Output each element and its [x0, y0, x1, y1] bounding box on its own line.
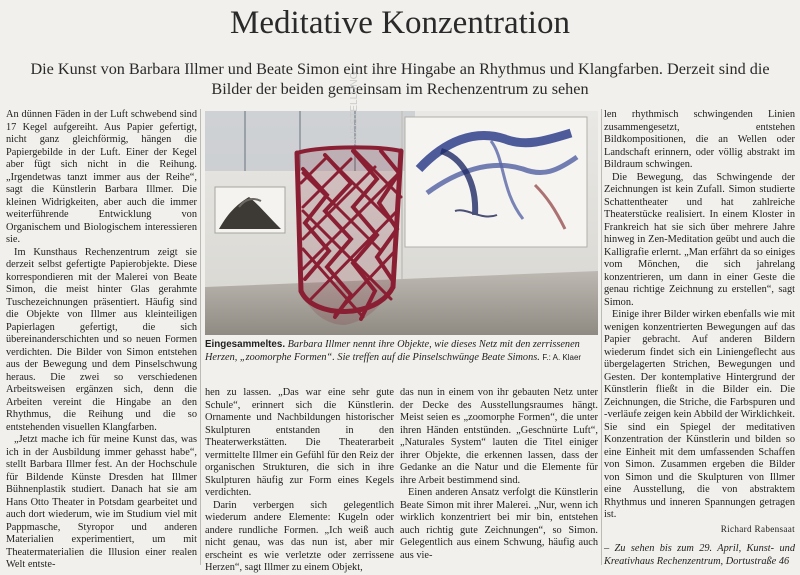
photo-caption — [205, 339, 598, 364]
subheadline: Die Kunst von Barbara Illmer und Beate Simon eint ihre Hingabe an Rhythmus und Klangfarben. Derzeit sind die Bilder der beiden gemeinsam im Rechenzentrum zu sehen — [30, 60, 770, 98]
article-column-1 — [6, 109, 197, 570]
column-rule — [200, 109, 201, 565]
exhibition-sign — [349, 71, 360, 145]
caption-text: Barbara Illmer nennt ihre Objekte, wie dieses Netz mit den zerrissenen Herzen, „zoomorphe Formen“. Sie treffen auf die Pinselschwünge Beate Simons. — [205, 339, 580, 363]
headline: Meditative Konzentration — [230, 5, 570, 41]
paragraph: Einen anderen Ansatz verfolgt die Künstlerin Beate Simon mit ihrer Malerei. „Nur, wenn ich wirklich konzentriert bei mir bin, entstehen auch richtig gute Zeichnungen“, so Simon. Gelegentlich aus einem Schwung, häufig auch aus vie- — [400, 487, 598, 561]
svg-text:AUSSTELLUNG: AUSSTELLUNG — [349, 71, 360, 145]
paragraph: hen zu lassen. „Das war eine sehr gute Schule“, erinnert sich die Künstlerin. Ornamente und Nachbildungen historischer Skulpturen entstanden in den Theaterwerkstätten. Die Theaterarbeit vermittelte Illmer ein Gefühl für den Reiz der organischen Strukturen, die sich in ihre Skulpturen häufig zur Form eines Kegels verdichten. — [205, 387, 394, 498]
article-column-4 — [604, 109, 795, 565]
paragraph: Die Bewegung, das Schwingende der Zeichnungen ist kein Zufall. Simon studierte Schattentheater und hat zahlreiche Theaterstücke realisiert. In einem Kloster in Frankreich hat sie sich über mehrere Jahre hinweg in Zen-Meditation geübt und auch die Kalligrafie erlernt. „Man erfährt da so einiges vom Mönchen, die sich jahrelang konzentrieren, um dann in einer Geste die genau richtige Zeichnung zu erstellen“, sagt Simon. — [604, 171, 795, 308]
paragraph: An dünnen Fäden in der Luft schwebend sind 17 Kegel aufgereiht. Aus Papier gefertigt, nicht ganz gleichförmig, hängen die Papiergebilde in der Luft. Einer der Kegel aber fügt sich nicht in die Reihung. „Irgendetwas tanzt immer aus der Reihe“, sagt die Künstlerin Barbara Illmer. Die kleinen Widrigkeiten, aber auch die immer weiterführende Entwicklung von Organischem und Biologischem interessieren sie. — [6, 109, 197, 245]
paragraph: „Jetzt mache ich für meine Kunst das, was ich in der Ausbildung immer gehasst habe“, stellt Barbara Illmer fest. An der Hochschule für Bildende Künste Dresden hat Illmer Bühnenplastik studiert. Danach hat sie am Hans Otto Theater in Potsdam gearbeitet und auch dort wiederum, wie im Studium viel mit Pappmasche, Styropor und anderen Materialien experimentiert, um mit Theatermaterialien die Illusion einer realen Welt entste- — [6, 434, 197, 570]
paragraph: Einige ihrer Bilder wirken ebenfalls wie mit wenigen konzentrierten Bewegungen auf das Papier gebracht. Auf anderen Bildern wiederum findet sich ein Liniengeflecht aus übergelagerten Strichen, Bewegungen und Gesten. Der kontemplative Hintergrund der Künstlerin fließt in die Bilder ein. Die Zeichnungen, die Striche, die Farbspuren und -verläufe zeigen kein Abbild der Wirklichkeit. Sie sind ein Spiegel der meditativen Konzentration der Künstlerin und bilden so eine Einheit mit dem umfassenden Schaffen von Simon. Zusammen ergeben die Bilder von Simon und die Skulpturen von Illmer eine Ausstellung, die von abstraktem Rhythmus und inneren Spannungen getragen ist. — [604, 309, 795, 520]
photo-scene — [205, 71, 598, 335]
caption-lead: Eingesammeltes. — [205, 339, 286, 350]
red-net-sculpture — [297, 147, 401, 325]
paragraph: len rhythmisch schwingenden Linien zusammengesetzt, entstehen Bildkompositionen, die an Wellen oder Landschaft erinnern, oder völlig abstrakt im Bildraum schwingen. — [604, 109, 795, 170]
exhibition-note: – Zu sehen bis zum 29. April, Kunst- und Kreativhaus Rechenzentrum, Dortustraße 46 — [604, 543, 795, 567]
article-column-2 — [205, 387, 394, 573]
paragraph: Im Kunsthaus Rechenzentrum zeigt sie derzeit selbst gefertigte Papierobjekte. Diese korrespondieren mit der Malerei von Beate Simon, die meist hinter Glas gerahmte Tuschezeichnungen präsentiert. Häufig sind die Objekte von Illmer aus kleinteiligen Papierlagen gefertigt, die sich übereinanderschichten und so neuen Formen verdichten. Die Bilder von Simon entstehen aus der Bewegung und dem Pinselschwung heraus. Die zwei so verschiedenen Arbeitsweisen ergänzen sich, denn die Arbeiten vereint die Hingabe an den Rhythmus, die Reihung und die so entstehenden visuellen Klangfarben. — [6, 246, 197, 433]
column-rule — [601, 109, 602, 565]
article-column-3 — [400, 387, 598, 567]
byline: Richard Rabensaat — [720, 523, 795, 534]
photo-credit: F.: A. Klaer — [542, 352, 582, 362]
exhibition-photo — [205, 71, 598, 335]
paragraph: Darin verbergen sich gelegentlich wiederum andere Elemente: Kugeln oder andere rundliche Formen. „Ich weiß auch nicht genau, was das nun ist, aber mir erscheint es wie verletzte oder zerrissene Herzen“, sagt Illmer zu einem Objekt, — [205, 499, 394, 573]
paragraph: das nun in einem von ihr gebauten Netz unter der Decke des Ausstellungsraumes hängt. Meist seien es „zoomorphe Formen“, die unter ihren Händen entstünden. „Geschnürte Luft“, „Naturales System“ lauten die Titel einiger ihrer Objekte, die erkennen lassen, dass der Gedanke an die Natur und die Elemente für ihre Arbeit bestimmend sind. — [400, 387, 598, 486]
